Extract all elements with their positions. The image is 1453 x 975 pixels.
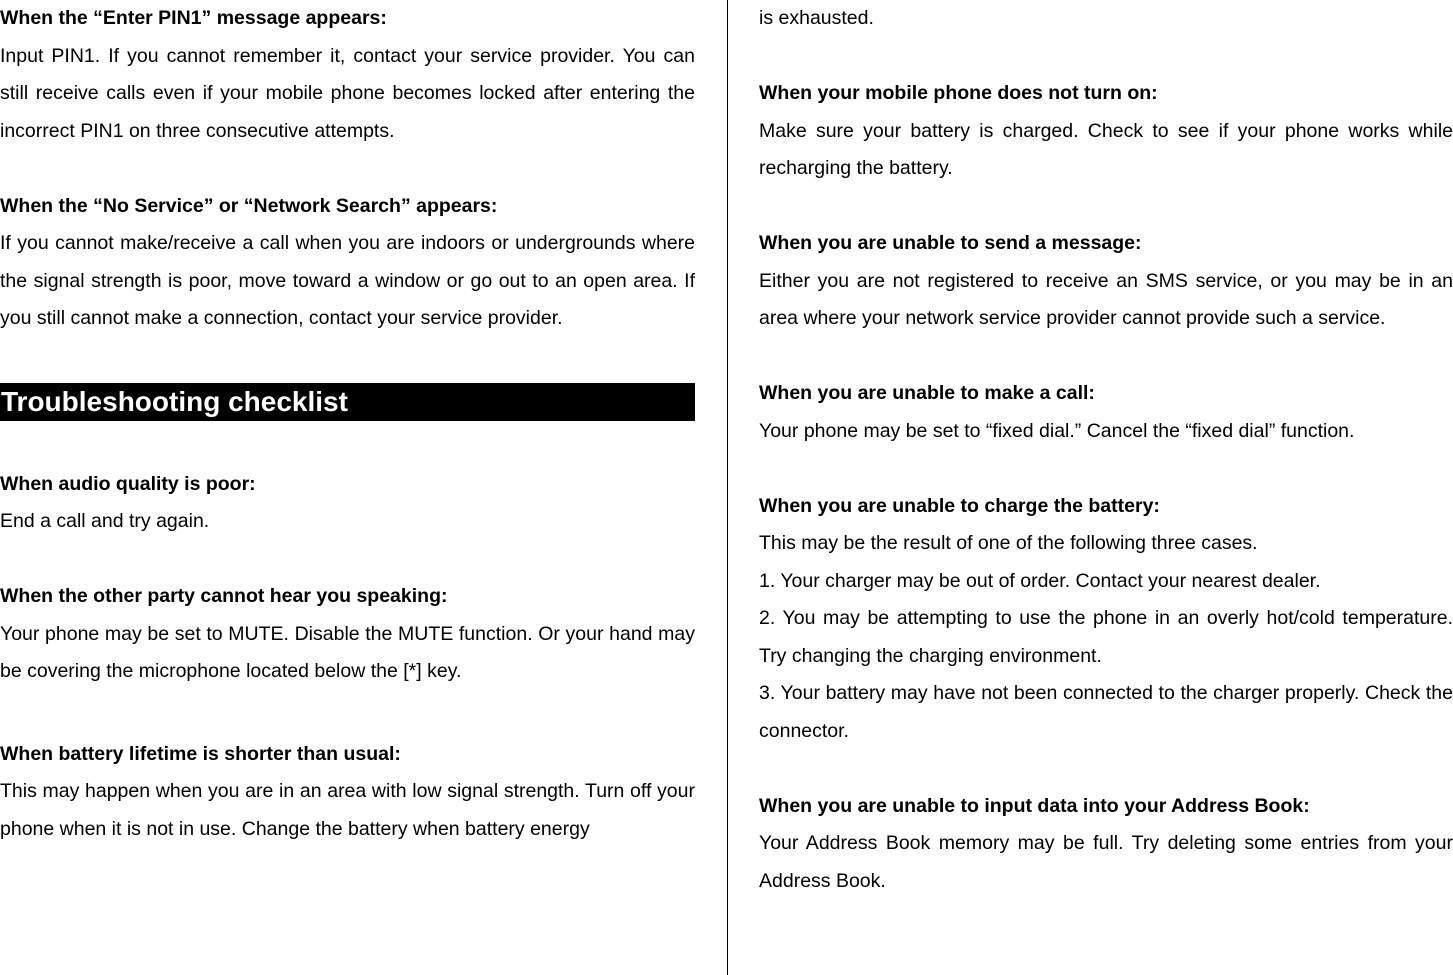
section-heading-battery-lifetime: When battery lifetime is shorter than usual: [0, 742, 401, 765]
right-column [759, 0, 1453, 900]
section-heading-no-service: When the “No Service” or “Network Search” appears: [0, 194, 498, 217]
section-heading-no-turn-on: When your mobile phone does not turn on: [759, 82, 1158, 104]
section-body-battery-lifetime: This may happen when you are in an area with low signal strength. Turn off your phone when it is not in use. Change the battery when battery energy [0, 780, 695, 840]
troubleshooting-banner: Troubleshooting checklist [0, 383, 695, 421]
section-body-audio-quality: End a call and try again. [0, 510, 210, 532]
section-heading-make-call: When you are unable to make a call: [759, 382, 1095, 404]
section-heading-charge-battery: When you are unable to charge the battery: [759, 494, 1160, 517]
section-body-address-book: Your Address Book memory may be full. Try deleting some entries from your Address Book. [759, 832, 1453, 892]
section-body-no-service: If you cannot make/receive a call when you are indoors or undergrounds where the signal strength is poor, move toward a window or go out to an open area. If you still cannot make a connection, contact your service provider. [0, 232, 695, 329]
section-body-no-turn-on: Make sure your battery is charged. Check to see if your phone works while recharging the battery. [759, 119, 1453, 179]
left-column [0, 0, 695, 848]
section-heading-enter-pin1: When the “Enter PIN1” message appears: [0, 7, 387, 29]
section-body-cannot-hear: Your phone may be set to MUTE. Disable the MUTE function. Or your hand may be covering the microphone located below the [*] key. [0, 622, 695, 682]
section-heading-address-book: When you are unable to input data into your Address Book: [759, 794, 1310, 817]
list-item: 3. Your battery may have not been connected to the charger properly. Check the connector. [759, 682, 1453, 742]
section-heading-cannot-hear: When the other party cannot hear you speaking: [0, 585, 448, 607]
list-item: 1. Your charger may be out of order. Contact your nearest dealer. [759, 569, 1321, 592]
section-body-make-call: Your phone may be set to “fixed dial.” Cancel the “fixed dial” function. [759, 419, 1355, 442]
list-item: 2. You may be attempting to use the phone in an overly hot/cold temperature. Try changing the charging environment. [759, 607, 1453, 667]
section-heading-audio-quality: When audio quality is poor: [0, 472, 256, 495]
section-heading-send-message: When you are unable to send a message: [759, 232, 1142, 254]
section-body-enter-pin1: Input PIN1. If you cannot remember it, contact your service provider. You can still receive calls even if your mobile phone becomes locked after entering the incorrect PIN1 on three consecutive attempts. [0, 44, 695, 142]
section-body-send-message: Either you are not registered to receive an SMS service, or you may be in an area where your network service provider cannot provide such a service. [759, 269, 1453, 329]
section-body-charge-battery: This may be the result of one of the following three cases. [759, 532, 1258, 554]
column-divider [727, 0, 728, 975]
continuation-text: is exhausted. [759, 7, 874, 29]
